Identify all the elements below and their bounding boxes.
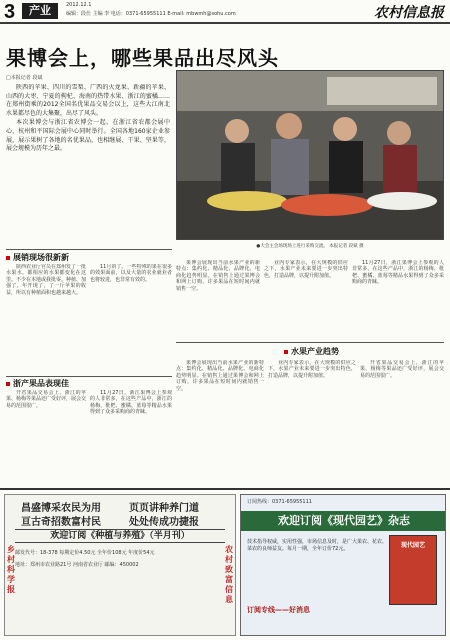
body-paragraph: 开省果品交易会上，浙江的苹果、杨梅等果品还广受好评，展会交易的范围很广。 xyxy=(360,360,444,379)
body-column xyxy=(268,360,356,482)
section-body xyxy=(6,264,86,374)
article-headline: 果博会上，哪些果品出尽风头 xyxy=(6,46,279,70)
lead-paragraph: 本次果博会与浙江省农博会一起，在浙江省农都会展中心、杭州和平国际会展中心同时举行。全国各地160家企业参展，展示果树了各地的名优果品，也相继展、干果、坚果等，展会规模为历年之最。 xyxy=(6,119,170,153)
ad-hotline: 订阅热线：0371-65955111 xyxy=(247,499,312,505)
body-column xyxy=(176,260,260,340)
body-paragraph: 果博会展现出当前水果产业的新特点：集约化、精品化、品牌化、电商化趋势明显。在销售上通过果博会和网上订购，许多果品在短时间内就销售一空。 xyxy=(176,360,264,392)
page-header xyxy=(0,0,450,24)
body-column xyxy=(352,260,444,340)
ad-description: 技术指导权威，实用性强，市场信息及时，是广大果农、花农、菜农的良师益友。每月一期，全年订价72元。 xyxy=(247,539,388,552)
divider xyxy=(6,249,172,250)
body-column xyxy=(360,360,444,482)
body-paragraph: 业内专家表示，在大规模的供应之下，水果产业未来要进一步突出特色，打造品牌，以提升附加值。 xyxy=(264,260,348,279)
ad-title: 欢迎订阅《种植与养殖》（半月刊） xyxy=(15,529,225,543)
ad-modern-horticulture xyxy=(240,494,446,636)
ad-planting-breeding xyxy=(4,494,236,636)
article-photo xyxy=(176,70,444,240)
section-heading: 浙产果品表现佳 xyxy=(6,378,69,389)
market-scene-image xyxy=(177,71,444,240)
header-date: 2012.12.1 xyxy=(66,2,92,8)
paper-masthead: 农村信息报 xyxy=(374,5,444,21)
lead-paragraph: 陕西的苹果、四川的雪梨、广西的火龙果、新疆的苹果、山西的大枣、宁夏的枸杞、海南的热带水果、浙江的蜜橘……在郑州街乘的2012全国名优果品交易会以上，这些大江南北水果都尽色的大集聚，出尽了风头。 xyxy=(6,84,170,117)
body-paragraph: 11月27日，浙江果博会上参观的人非常多，在这些产品中，浙江的杨梅、枇杷、蜜橘、蓝莓等精品水果得到了众多采购商的青睐。 xyxy=(90,390,172,416)
body-paragraph: 开省果品交易会上，浙江的苹果、杨梅等果品还广受好评，展会交易的范围很广。 xyxy=(6,390,86,409)
body-paragraph: 果博会展现出当前水果产业的新特点：集约化、精品化、品牌化、电商化趋势明显。在销售上通过果博会和网上订购，许多果品在短时间内就销售一空。 xyxy=(176,260,260,292)
page-number: 3 xyxy=(4,1,16,23)
ad-slogan: 昌盛博采农民为用 xyxy=(21,503,101,514)
ad-slogan: 处处传成功捷报 xyxy=(129,517,199,528)
divider xyxy=(6,376,172,377)
ad-address: 地址：郑州市农业路21号 河南省农业厅 邮编：450002 xyxy=(15,562,139,568)
ad-slogan: 亘古奇招数富村民 xyxy=(21,517,101,528)
body-paragraph: 11月的了。一些特殊的果在很多的效果面前，以及大量的农业就业者也将较进，也非常有效的。 xyxy=(90,264,172,283)
ad-side-label: 乡村科学报 xyxy=(7,545,15,594)
body-paragraph: 陕西农业厅官员在郑州发了一批水果水，都相应的水果都变化在这里。不少在本地或我批零。种植、加强了。年开现了，了一斤苹果的收益，所以有种植面积也越来越大。 xyxy=(6,264,86,296)
section-tag: 产业 xyxy=(22,3,58,19)
section-body xyxy=(6,390,86,482)
header-contact: 编辑：段仕 主编 李 电话：0371-65955111 E-mail: mbwmh@sohu.com xyxy=(66,11,236,17)
ad-hot-label: 订阅专线——好消息 xyxy=(247,606,310,614)
body-paragraph: 11月27日，浙江果博会上参观的人非常多，在这些产品中，浙江的杨梅、枇杷、蜜橘、蓝莓等精品水果得到了众多采购商的青睐。 xyxy=(352,260,444,286)
ad-banner: 欢迎订阅《现代园艺》杂志 xyxy=(241,511,446,531)
section-body xyxy=(90,264,172,374)
body-column xyxy=(176,360,264,482)
section-body xyxy=(90,390,172,482)
divider xyxy=(176,342,444,343)
body-column xyxy=(264,260,348,340)
ad-details: 邮发代号：18-378 每期定价4.50元 全年价108元 年度价54元 xyxy=(15,550,155,556)
section-heading: 展销现场很新新 xyxy=(6,252,69,263)
ad-side-label: 农村致富信息 xyxy=(225,545,233,604)
photo-caption: ●大会主会场现场上进行采购交流。 本报记者 段斌 摄 xyxy=(256,244,364,249)
body-paragraph: 业内专家表示，在大规模的供应之下，水果产业未来要进一步突出特色，打造品牌，以提升附加值。 xyxy=(268,360,356,379)
lead-paragraphs xyxy=(6,84,170,242)
article-byline: □本报记者 段斌 xyxy=(6,75,43,81)
magazine-cover: 现代园艺 xyxy=(389,535,437,605)
section-heading: 水果产业趋势 xyxy=(284,346,339,357)
ad-slogan: 页页讲种养门道 xyxy=(129,503,199,514)
